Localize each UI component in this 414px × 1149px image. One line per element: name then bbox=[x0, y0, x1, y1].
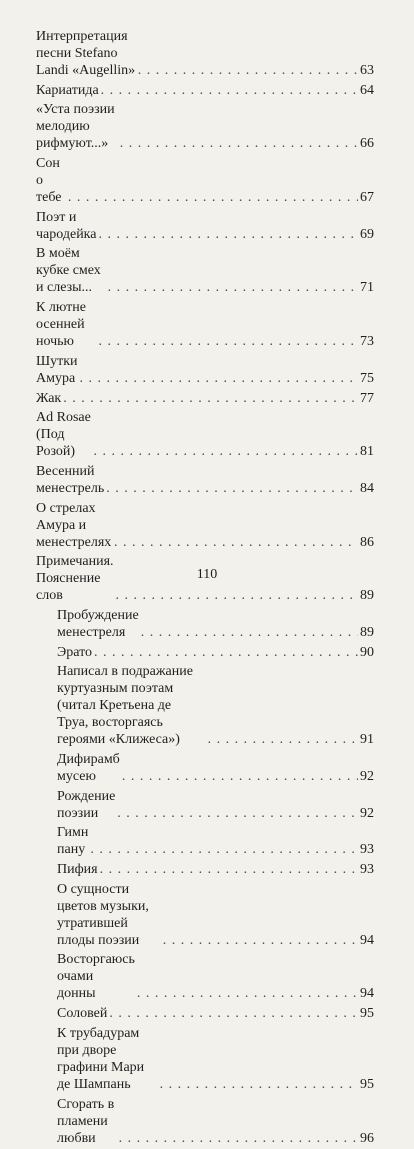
toc-leader-dots bbox=[101, 82, 358, 99]
toc-leader-dots bbox=[114, 534, 358, 551]
toc-entry bbox=[36, 1005, 374, 1022]
toc-leader-dots bbox=[68, 189, 358, 206]
toc-entry-page: 69 bbox=[360, 226, 374, 242]
toc-entry-title: Сон о тебе bbox=[36, 156, 62, 206]
page-number: 110 bbox=[196, 567, 218, 582]
toc-leader-dots bbox=[120, 135, 358, 152]
toc-entry-page: 90 bbox=[360, 644, 374, 660]
toc-entry-page: 96 bbox=[360, 1130, 374, 1146]
toc-entry-page: 89 bbox=[360, 588, 374, 604]
table-of-contents bbox=[36, 28, 374, 1149]
toc-entry bbox=[36, 861, 374, 878]
toc-entry bbox=[36, 951, 374, 1002]
toc-leader-dots bbox=[163, 932, 358, 949]
toc-entry-title: Пифия bbox=[57, 862, 98, 878]
toc-entry bbox=[36, 409, 374, 460]
toc-leader-dots bbox=[94, 443, 359, 460]
toc-entry bbox=[36, 500, 374, 551]
toc-entry-title: Рождение поэзии bbox=[57, 788, 116, 821]
toc-entry-title: Написал в подражание куртуазным поэтам (читал Кретьена де Труа, восторгаясь героями «Клижеса») bbox=[57, 664, 193, 748]
toc-entry-title: Интерпретация песни Stefano Landi «Augellin» bbox=[36, 29, 136, 78]
toc-entry-title: Жак bbox=[36, 390, 62, 406]
toc-leader-dots bbox=[160, 1076, 358, 1093]
toc-entry-page: 94 bbox=[360, 986, 374, 1002]
toc-leader-dots bbox=[117, 805, 358, 822]
toc-leader-dots bbox=[80, 370, 358, 387]
toc-entry-page: 66 bbox=[360, 136, 374, 152]
toc-entry-page: 93 bbox=[360, 862, 374, 878]
toc-entry-page: 63 bbox=[360, 63, 374, 78]
toc-entry-title: О стрелах Амура и менестрелях bbox=[36, 500, 112, 550]
toc-leader-dots bbox=[98, 333, 358, 350]
toc-entry bbox=[36, 751, 374, 785]
toc-entry-page: 95 bbox=[360, 1006, 374, 1022]
toc-entry-page: 93 bbox=[360, 842, 374, 858]
toc-entry-title: Восторгаюсь очами донны bbox=[57, 952, 135, 1002]
toc-entry bbox=[36, 82, 374, 99]
toc-entry-page: 86 bbox=[360, 534, 374, 550]
toc-leader-dots bbox=[94, 644, 358, 661]
toc-entry-title: Шутки Амура bbox=[36, 353, 78, 386]
toc-entry-title: Весенний менестрель bbox=[36, 463, 105, 496]
toc-entry-page: 81 bbox=[360, 444, 374, 460]
toc-leader-dots bbox=[90, 841, 358, 858]
toc-entry-page: 67 bbox=[360, 190, 374, 206]
toc-leader-dots bbox=[119, 1130, 358, 1147]
toc-entry-title: «Уста поэзии мелодию рифмуют...» bbox=[36, 102, 115, 152]
toc-entry-page: 71 bbox=[360, 280, 374, 296]
toc-entry bbox=[36, 463, 374, 497]
toc-entry-title: Ad Rosae (Под Розой) bbox=[36, 410, 91, 460]
toc-leader-dots bbox=[98, 226, 358, 243]
toc-entry bbox=[36, 299, 374, 350]
toc-entry bbox=[36, 155, 374, 206]
toc-leader-dots bbox=[141, 624, 358, 641]
toc-entry bbox=[36, 28, 374, 79]
toc-entry-title: Сгорать в пламени любви bbox=[57, 1096, 115, 1146]
toc-entry-title: Пробуждение менестреля bbox=[57, 607, 139, 640]
toc-leader-dots bbox=[109, 1005, 358, 1022]
toc-leader-dots bbox=[208, 731, 358, 748]
toc-entry-title: Примечания. Пояснение слов bbox=[36, 554, 114, 604]
toc-entry bbox=[36, 353, 374, 387]
toc-leader-dots bbox=[122, 768, 358, 785]
toc-entry-page: 64 bbox=[360, 82, 374, 98]
toc-entry bbox=[36, 881, 374, 949]
toc-entry bbox=[36, 390, 374, 407]
toc-entry-title: Эрато bbox=[57, 644, 93, 660]
toc-entry-title: К трубадурам при дворе графини Мари де Шампань bbox=[57, 1025, 145, 1092]
toc-entry-page: 89 bbox=[360, 624, 374, 640]
toc-entry-title: О сущности цветов музыки, утратившей плоды поэзии bbox=[57, 881, 149, 948]
toc-entry-title: Гимн пану bbox=[57, 825, 89, 858]
toc-leader-dots bbox=[116, 587, 358, 604]
toc-entry-page: 95 bbox=[360, 1076, 374, 1092]
toc-entry-page: 92 bbox=[360, 769, 374, 784]
toc-leader-dots bbox=[108, 279, 358, 296]
toc-entry-title: Кариатида bbox=[36, 82, 99, 98]
toc-entry-title: Поэт и чародейка bbox=[36, 209, 97, 242]
toc-entry-page: 92 bbox=[360, 805, 374, 821]
toc-entry-page: 94 bbox=[360, 932, 374, 948]
toc-leader-dots bbox=[138, 62, 358, 79]
toc-entry-page: 77 bbox=[360, 390, 374, 406]
toc-leader-dots bbox=[137, 985, 358, 1002]
toc-entry bbox=[36, 1025, 374, 1093]
toc-entry bbox=[36, 824, 374, 858]
toc-entry-title: В моём кубке смех и слезы... bbox=[36, 246, 101, 296]
toc-entry bbox=[36, 788, 374, 822]
toc-entry bbox=[36, 1096, 374, 1147]
toc-leader-dots bbox=[63, 390, 358, 407]
toc-entry-page: 75 bbox=[360, 370, 374, 386]
toc-entry-page: 73 bbox=[360, 334, 374, 350]
toc-leader-dots bbox=[100, 861, 358, 878]
toc-entry-title: Дифирамб мусею bbox=[57, 752, 120, 784]
toc-leader-dots bbox=[106, 480, 358, 497]
toc-entry bbox=[36, 101, 374, 152]
toc-entry-title: К лютне осенней ночью bbox=[36, 300, 86, 350]
toc-entry-page: 84 bbox=[360, 480, 374, 496]
toc-entry-page: 91 bbox=[360, 732, 374, 748]
toc-entry-title: Соловей bbox=[57, 1006, 108, 1022]
toc-entry bbox=[36, 663, 374, 748]
toc-entry bbox=[36, 209, 374, 243]
toc-entry bbox=[36, 644, 374, 661]
toc-entry bbox=[36, 607, 374, 641]
toc-entry bbox=[36, 245, 374, 296]
